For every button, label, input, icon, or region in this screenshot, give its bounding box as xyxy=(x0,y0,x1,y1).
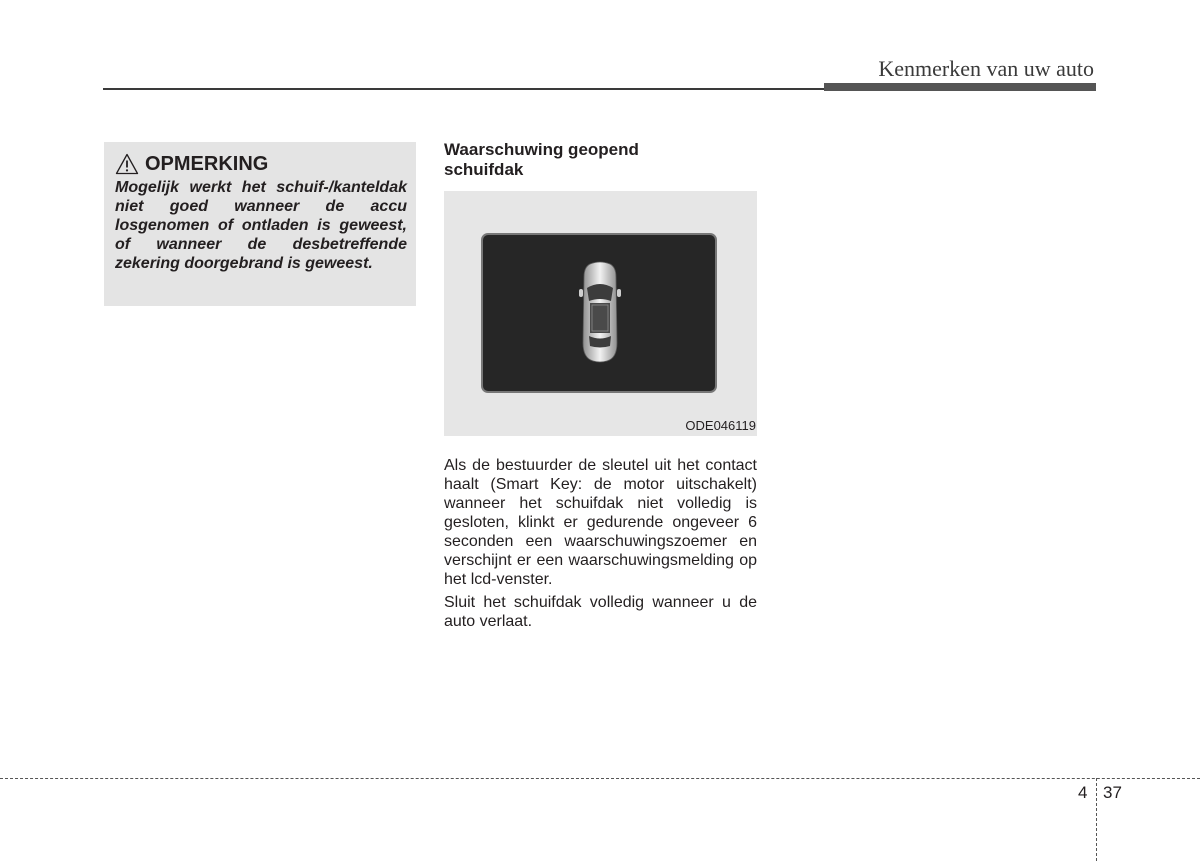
chapter-number: 4 xyxy=(1078,783,1088,802)
section-title: Kenmerken van uw auto xyxy=(878,56,1094,81)
header-rule-accent xyxy=(824,83,1096,91)
notice-header xyxy=(115,152,407,176)
paragraph: Sluit het schuifdak volledig wanneer u de auto verlaat. xyxy=(444,594,757,630)
lcd-screen xyxy=(481,233,717,393)
notice-text: Mogelijk werkt het schuif-/kanteldak niet goed wanneer de accu losgenomen of ontladen is geweest, of wanneer de desbetreffende zekering doorgebrand is geweest. xyxy=(115,179,407,272)
figure xyxy=(444,191,757,436)
notice-box xyxy=(104,142,416,306)
warning-triangle-icon xyxy=(115,153,139,175)
paragraph: Als de bestuurder de sleutel uit het contact haalt (Smart Key: de motor uitschakelt) wanneer het schuifdak niet volledig is gesloten, klinkt er gedurende ongeveer 6 seconden een waarschuwingszoemer en verschijnt er een waarschuwingsmelding op het lcd-venster. xyxy=(444,457,757,588)
body-text xyxy=(444,456,757,635)
footer-divider-vertical xyxy=(1096,778,1097,861)
car-sunroof-open-icon xyxy=(577,261,623,363)
header-rule xyxy=(103,88,825,90)
figure-code: ODE046119 xyxy=(685,418,756,433)
page-number: 37 xyxy=(1103,783,1122,802)
footer-divider xyxy=(0,778,1200,779)
notice-title: OPMERKING xyxy=(145,152,269,175)
section-heading: Waarschuwing geopend schuifdak xyxy=(444,140,639,179)
